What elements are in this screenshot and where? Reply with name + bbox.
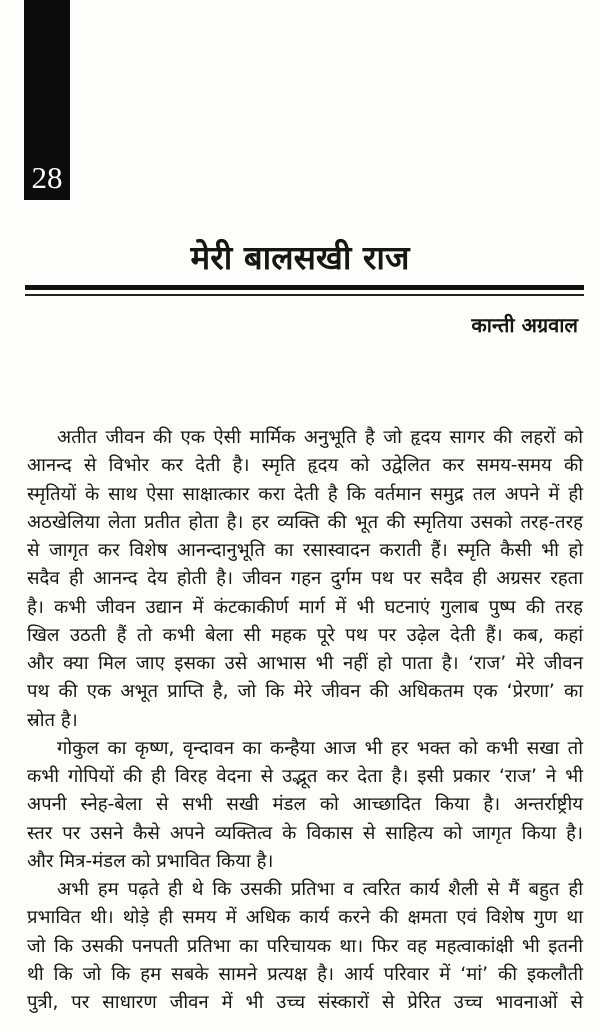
- text-line: है। कभी जीवन उद्यान में कंटकाकीर्ण मार्ग में भी घटनाएं गुलाब पुष्प की तरह: [27, 596, 583, 618]
- text-line: सदैव ही आनन्द देय होती है। जीवन गहन दुर्गम पथ पर सदैव ही अग्रसर रहता: [27, 568, 583, 590]
- paragraph: [27, 735, 583, 876]
- text-line: थी कि जो कि हम सबके सामने प्रत्यक्ष है। आर्य परिवार में ‘मां’ की इकलौती: [27, 963, 583, 985]
- page-title: मेरी बालसखी राज: [190, 238, 410, 277]
- chapter-number-block: [24, 0, 70, 200]
- article-body: [27, 424, 583, 1017]
- text-line: प्रभावित थी। थोड़े ही समय में अधिक कार्य करने की क्षमता एवं विशेष गुण था: [27, 907, 583, 929]
- text-line: और मित्र-मंडल को प्रभावित किया है।: [27, 850, 274, 872]
- paragraph: [27, 424, 583, 735]
- title-rule-thick: [25, 285, 584, 290]
- text-line: और क्या मिल जाए इसका उसे आभास भी नहीं हो पाता है। ‘राज’ मेरे जीवन: [27, 653, 583, 674]
- text-line: पथ की एक अभूत प्राप्ति है, जो कि मेरे जीवन की अधिकतम एक ‘प्रेरणा’ का: [27, 681, 583, 703]
- text-line: आनन्द से विभोर कर देती है। स्मृति हृदय को उद्वेलित कर समय-समय की: [27, 455, 583, 477]
- text-line: पुत्री, पर साधारण जीवन में भी उच्च संस्कारों से प्रेरित उच्च भावनाओं से: [27, 992, 583, 1013]
- text-line: अतीत जीवन की एक ऐसी मार्मिक अनुभूति है जो हृदय सागर की लहरों को: [57, 427, 583, 448]
- text-line: कभी गोपियों की ही विरह वेदना से उद्भूत कर देता है। इसी प्रकार ‘राज’ ने भी: [27, 766, 583, 787]
- text-line: अभी हम पढ़ते ही थे कि उसकी प्रतिभा व त्वरित कार्य शैली से मैं बहुत ही: [57, 879, 583, 900]
- chapter-number: 28: [31, 160, 63, 195]
- author-name: कान्ती अग्रवाल: [471, 313, 578, 337]
- text-line: जो कि उसकी पनपती प्रतिभा का परिचायक था। फिर वह महत्वाकांक्षी भी इतनी: [27, 935, 583, 957]
- text-line: स्तर पर उसने कैसे अपने व्यक्तित्व के विकास से साहित्य को जागृत किया है।: [27, 822, 583, 844]
- text-line: अपनी स्नेह-बेला से सभी सखी मंडल को आच्छादित किया है। अन्तर्राष्ट्रीय: [27, 794, 583, 816]
- text-line: अठखेलिया लेता प्रतीत होता है। हर व्यक्ति की भूत की स्मृतिया उसको तरह-तरह: [27, 511, 583, 533]
- text-line: स्रोत है।: [27, 709, 78, 731]
- text-line: खिल उठती हैं तो कभी बेला सी महक पूरे पथ पर उढ़ेल देती हैं। कब, कहां: [27, 624, 583, 646]
- title-rule-thin: [25, 294, 584, 296]
- text-line: गोकुल का कृष्ण, वृन्दावन का कन्हैया आज भी हर भक्त को कभी सखा तो: [57, 737, 583, 759]
- text-line: से जागृत कर विशेष आनन्दानुभूति का रसास्वादन कराती हैं। स्मृति कैसी भी हो: [27, 540, 583, 561]
- paragraph: [27, 876, 583, 1017]
- text-line: स्मृतियों के साथ ऐसा साक्षात्कार करा देती है कि वर्तमान समुद्र तल अपने में ही: [27, 483, 583, 505]
